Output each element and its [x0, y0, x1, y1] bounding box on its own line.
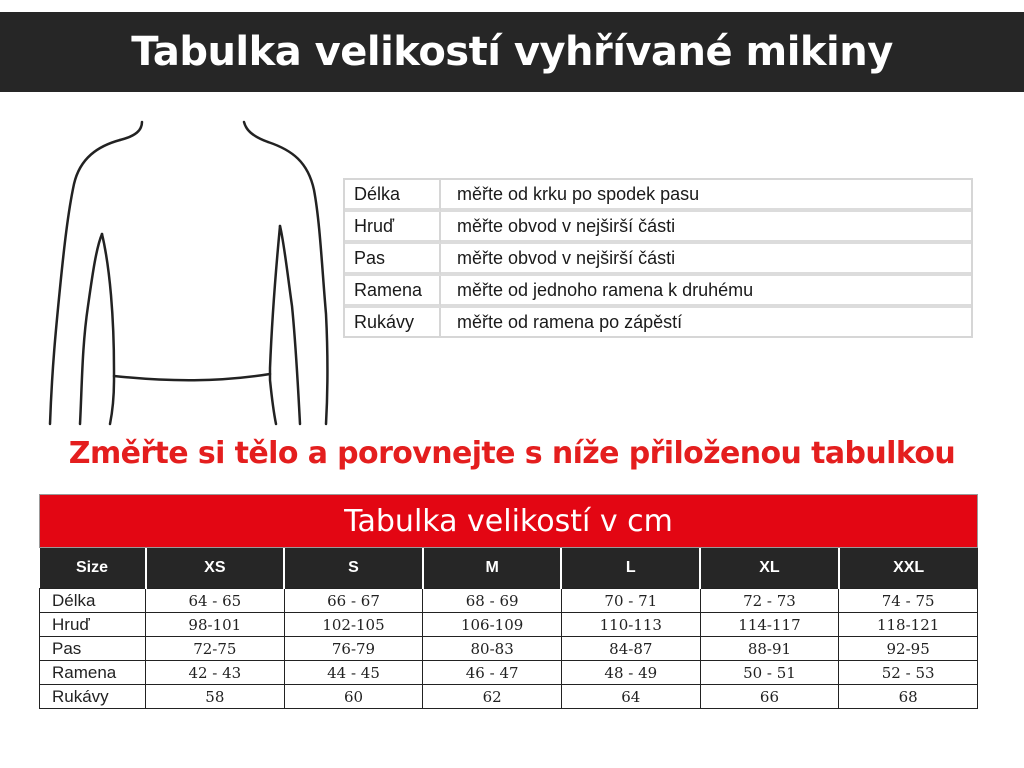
- table-cell: 92-95: [839, 637, 978, 661]
- measure-label: Hruď: [345, 212, 441, 244]
- measurement-guide-table: [343, 178, 973, 338]
- size-chart-title: Tabulka velikostí v cm: [39, 494, 978, 548]
- size-header-cell: XS: [146, 548, 285, 589]
- row-label: Hruď: [40, 613, 146, 637]
- measure-description: měřte od jednoho ramena k druhému: [441, 276, 971, 308]
- table-row: [40, 589, 978, 613]
- size-header-cell: L: [561, 548, 700, 589]
- table-row: [40, 685, 978, 709]
- table-cell: 70 - 71: [561, 589, 700, 613]
- size-chart: [39, 494, 978, 709]
- table-cell: 46 - 47: [423, 661, 562, 685]
- page-title: Tabulka velikostí vyhřívané mikiny: [131, 29, 893, 75]
- size-header-cell: XL: [700, 548, 839, 589]
- table-cell: 74 - 75: [839, 589, 978, 613]
- table-cell: 72 - 73: [700, 589, 839, 613]
- measure-row-length: [345, 180, 971, 212]
- size-header-cell: Size: [40, 548, 146, 589]
- measure-description: měřte od ramena po zápěstí: [457, 311, 683, 332]
- table-cell: 106-109: [423, 613, 562, 637]
- table-cell: 72-75: [146, 637, 285, 661]
- measure-row-sleeves: [345, 308, 971, 336]
- row-label: Ramena: [40, 661, 146, 685]
- table-cell: 44 - 45: [284, 661, 423, 685]
- table-cell: 64 - 65: [146, 589, 285, 613]
- table-row: [40, 613, 978, 637]
- measure-label: Pas: [345, 244, 441, 276]
- size-chart-table: [39, 548, 978, 709]
- table-cell: 68 - 69: [423, 589, 562, 613]
- table-cell: 42 - 43: [146, 661, 285, 685]
- table-cell: 88-91: [700, 637, 839, 661]
- measure-row-shoulders: [345, 276, 971, 308]
- table-cell: 64: [561, 685, 700, 709]
- table-cell: 66 - 67: [284, 589, 423, 613]
- table-cell: 62: [423, 685, 562, 709]
- row-label: Rukávy: [40, 685, 146, 709]
- table-cell: 114-117: [700, 613, 839, 637]
- title-banner: [0, 12, 1024, 92]
- table-cell: 80-83: [423, 637, 562, 661]
- table-cell: 66: [700, 685, 839, 709]
- table-cell: 52 - 53: [839, 661, 978, 685]
- table-cell: 76-79: [284, 637, 423, 661]
- table-cell: 68: [839, 685, 978, 709]
- measure-description: měřte od krku po spodek pasu: [441, 180, 971, 212]
- size-header-cell: XXL: [839, 548, 978, 589]
- measure-label: Délka: [345, 180, 441, 212]
- measure-row-chest: [345, 212, 971, 244]
- size-header-cell: M: [423, 548, 562, 589]
- table-cell: 118-121: [839, 613, 978, 637]
- measure-label: Ramena: [345, 276, 441, 308]
- table-cell: 98-101: [146, 613, 285, 637]
- row-label: Pas: [40, 637, 146, 661]
- table-row: [40, 637, 978, 661]
- size-header-cell: S: [284, 548, 423, 589]
- measure-row-waist: [345, 244, 971, 276]
- torso-outline-icon: [40, 118, 340, 428]
- row-label: Délka: [40, 589, 146, 613]
- measure-label: Rukávy: [345, 308, 441, 336]
- instruction-heading: Změřte si tělo a porovnejte s níže přiloženou tabulkou: [68, 436, 956, 471]
- table-cell: 50 - 51: [700, 661, 839, 685]
- size-header-row: [40, 548, 978, 589]
- measure-description: měřte obvod v nejširší části: [441, 244, 971, 276]
- table-cell: 110-113: [561, 613, 700, 637]
- table-cell: 48 - 49: [561, 661, 700, 685]
- table-cell: 102-105: [284, 613, 423, 637]
- table-cell: 60: [284, 685, 423, 709]
- table-cell: 58: [146, 685, 285, 709]
- table-row: [40, 661, 978, 685]
- table-cell: 84-87: [561, 637, 700, 661]
- measure-description: měřte obvod v nejširší části: [441, 212, 971, 244]
